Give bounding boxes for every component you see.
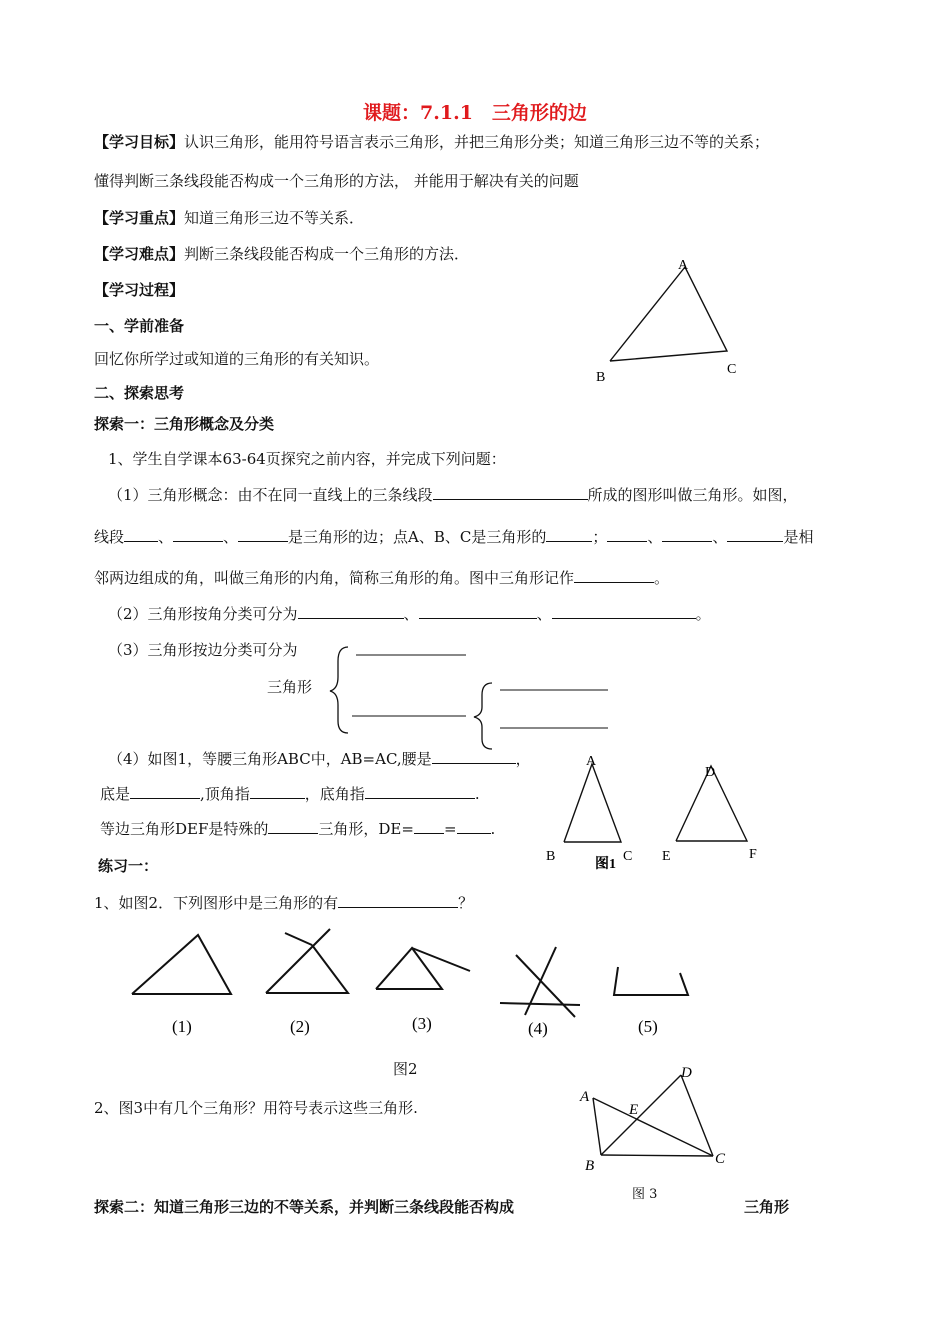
classification-brace (330, 645, 620, 755)
answer-blank[interactable] (457, 819, 491, 834)
answer-blank[interactable] (268, 819, 318, 834)
answer-blank[interactable] (574, 568, 654, 583)
concept-line-3 (94, 567, 669, 588)
separator: 、 (403, 605, 419, 623)
separator: ； (592, 528, 608, 546)
equilateral-text: 等边三角形DEF是特殊的 (100, 820, 269, 838)
vertex-b-label: B (546, 849, 556, 864)
base-text: 底是 (100, 785, 131, 803)
triangle-word: 三角形 (267, 678, 313, 696)
difficulty-label: 【学习难点】 (94, 245, 185, 263)
figure-2-label-3: (3) (412, 1014, 432, 1033)
period: 。 (654, 569, 670, 587)
vertex-angle-text: ,顶角指 (200, 785, 250, 803)
isosceles-line-2 (100, 783, 480, 804)
difficulty-text: 判断三条线段能否构成一个三角形的方法． (184, 245, 470, 263)
vertex-b-label: B (596, 370, 606, 385)
isosceles-line-1 (108, 748, 531, 769)
vertex-d-label: D (705, 765, 716, 780)
vertex-e-label: E (629, 1102, 639, 1118)
vertex-f-label: F (749, 847, 757, 862)
de-text: 三角形，DE= (318, 820, 414, 838)
explore1-heading: 探索一：三角形概念及分类 (94, 415, 275, 433)
period: . (474, 785, 480, 803)
practice1-q1 (94, 892, 473, 913)
concept-text-d: 是三角形的边；点A、B、C是三角形的 (288, 528, 547, 546)
answer-blank[interactable] (130, 784, 200, 799)
figure-2 (120, 925, 720, 1045)
answer-blank[interactable] (250, 784, 305, 799)
period: 。 (695, 605, 711, 623)
question-mark: ？ (458, 894, 474, 912)
concept-text-a: （1）三角形概念：由不在同一直线上的三条线段 (108, 486, 433, 504)
answer-blank[interactable] (365, 784, 475, 799)
equilateral-line (100, 818, 495, 839)
answer-blank[interactable] (552, 604, 696, 619)
concept-line-2 (94, 526, 813, 547)
section1-heading: 一、学前准备 (94, 317, 185, 335)
answer-blank[interactable] (662, 527, 712, 542)
answer-blank[interactable] (433, 485, 588, 500)
side-classification-text: （3）三角形按边分类可分为 (108, 641, 298, 659)
objective-line-1 (94, 131, 769, 152)
triangle-abc-figure (590, 255, 750, 385)
vertex-a-label: A (580, 1089, 590, 1105)
practice1-heading: 练习一： (98, 857, 159, 875)
vertex-c-label: C (727, 362, 737, 377)
section1-text: 回忆你所学过或知道的三角形的有关知识。 (94, 350, 380, 368)
answer-blank[interactable] (607, 527, 647, 542)
explore2-tail: 三角形 (744, 1198, 790, 1216)
explore2-heading: 探索二：知道三角形三边的不等关系，并判断三条线段能否构成 (94, 1198, 515, 1216)
separator: 、 (647, 528, 663, 546)
answer-blank[interactable] (727, 527, 783, 542)
answer-blank[interactable] (414, 819, 444, 834)
answer-blank[interactable] (432, 749, 516, 764)
figure-2-label-2: (2) (290, 1017, 310, 1036)
comma: ， (515, 750, 531, 768)
period: . (490, 820, 496, 838)
answer-blank[interactable] (173, 527, 223, 542)
objective-text-1: 认识三角形，能用符号语言表示三角形，并把三角形分类；知道三角形三边不等的关系； (184, 133, 770, 151)
concept-text-b: 所成的图形叫做三角形。如图， (587, 486, 798, 504)
separator: 、 (712, 528, 728, 546)
objective-line-2: 懂得判断三条线段能否构成一个三角形的方法， 并能用于解决有关的问题 (94, 172, 579, 190)
answer-blank[interactable] (238, 527, 288, 542)
figure-1-caption: 图1 (595, 857, 616, 872)
angle-class-text: （2）三角形按角分类可分为 (108, 605, 298, 623)
separator: 、 (536, 605, 552, 623)
vertex-d-label: D (681, 1065, 692, 1081)
answer-blank[interactable] (546, 527, 592, 542)
practice1-q1-text: 1、如图2．下列图形中是三角形的有 (94, 894, 339, 912)
explore1-q1: 1、学生自学课本63-64页探究之前内容，并完成下列问题： (108, 450, 506, 468)
vertex-c-label: C (715, 1151, 726, 1167)
practice1-q2: 2、图3中有几个三角形？用符号表示这些三角形. (94, 1099, 418, 1117)
figure-2-caption: 图2 (393, 1060, 418, 1078)
vertex-a-label: A (586, 754, 597, 769)
key-point (94, 207, 364, 228)
angle-classification (108, 603, 711, 624)
figure-1 (540, 750, 780, 880)
vertex-e-label: E (662, 849, 671, 864)
figure-3 (575, 1060, 745, 1190)
vertex-b-label: B (585, 1158, 595, 1174)
separator: 、 (158, 528, 174, 546)
base-angle-text: ，底角指 (304, 785, 365, 803)
vertex-c-label: C (623, 849, 633, 864)
figure-2-label-4: (4) (528, 1019, 548, 1038)
page-title: 课题：7.1.1 三角形的边 (363, 102, 587, 124)
isosceles-text: （4）如图1，等腰三角形ABC中，AB=AC,腰是 (108, 750, 432, 768)
figure-3-caption: 图 3 (632, 1187, 658, 1202)
concept-line-1 (108, 484, 798, 505)
concept-text-e: 是相 (783, 528, 814, 546)
vertex-a-label: A (678, 258, 689, 273)
objective-label: 【学习目标】 (94, 133, 185, 151)
key-point-label: 【学习重点】 (94, 209, 185, 227)
process-label: 【学习过程】 (94, 281, 185, 299)
concept-text-f: 邻两边组成的角，叫做三角形的内角，简称三角形的角。图中三角形记作 (94, 569, 575, 587)
answer-blank[interactable] (419, 604, 537, 619)
equals: = (443, 820, 457, 838)
answer-blank[interactable] (338, 893, 458, 908)
section2-heading: 二、探索思考 (94, 384, 185, 402)
separator: 、 (223, 528, 239, 546)
answer-blank[interactable] (298, 604, 404, 619)
figure-2-label-1: (1) (172, 1017, 192, 1036)
difficulty (94, 243, 469, 264)
key-point-text: 知道三角形三边不等关系． (184, 209, 365, 227)
concept-text-c: 线段 (94, 528, 125, 546)
figure-2-label-5: (5) (638, 1017, 658, 1036)
answer-blank[interactable] (124, 527, 158, 542)
